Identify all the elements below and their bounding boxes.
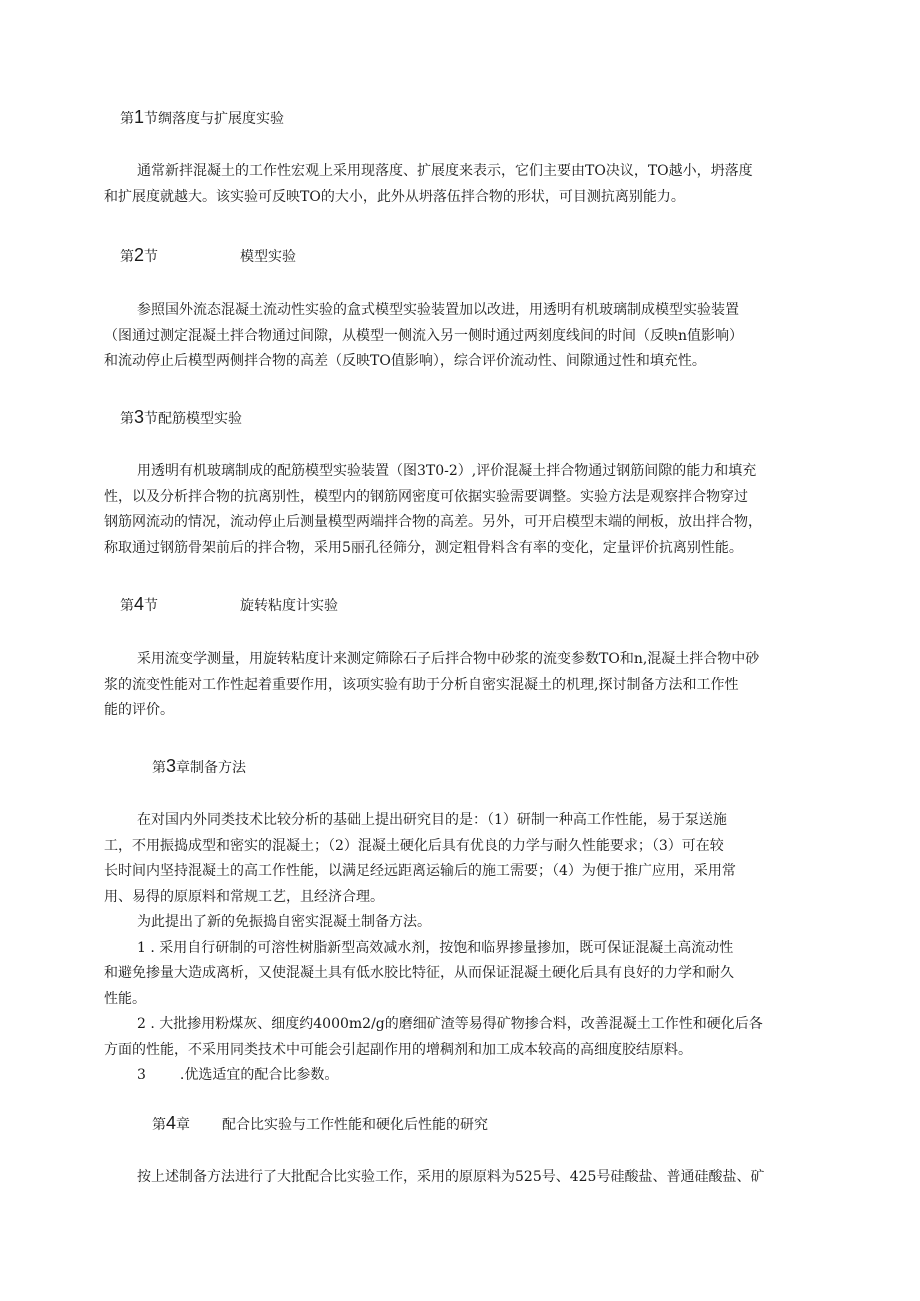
section-2-heading: 第2节 模型实验 [120, 245, 297, 265]
chapter-4-heading: 第4章 配合比实验与工作性能和硬化后性能的研究 [152, 1113, 489, 1133]
section-3-paragraph: 用透明有机玻璃制成的配筋模型实验装置（图3T0-2）,评价混凝土拌合物通过钢筋间隙的能力和填充 性，以及分析拌合物的抗离别性，模型内的钢筋网密度可依据实验需要调整。实验方法是观察拌合物穿过 钢筋网流动的情况，流动停止后测量模型两端拌合物的高差。另外，可开启模型末端的闸板，放出拌合物， 称取通过钢筋骨架前后的拌合物，采用5丽孔径筛分，测定粗骨料含有率的变化，定量评价抗离别性能。 [104, 463, 762, 556]
section-1-heading: 第1节绸落度与扩展度实验 [120, 107, 285, 127]
method-item-2: 2 . 大批掺用粉煤灰、细度约4000m2/g的磨细矿渣等易得矿物掺合料，改善混凝土工作性和硬化后各 [137, 1016, 763, 1032]
chapter-3-heading: 第3章制备方法 [152, 756, 247, 776]
section-2-paragraph: 参照国外流态混凝土流动性实验的盒式模型实验装置加以改进，用透明有机玻璃制成模型实验装置 （图通过测定混凝土拌合物通过间隙，从模型一侧流入另一侧时通过两刻度线间的时间（反映n值影响） 和流动停止后模型两侧拌合物的高差（反映TO值影响），综合评价流动性、间隙通过性和填充性。 [104, 302, 744, 369]
chapter-3-intro: 在对国内外同类技术比较分析的基础上提出研究目的是：（1）研制一种高工作性能，易于泵送施 工，不用振捣成型和密实的混凝土；（2）混凝土硬化后具有优良的力学与耐久性能要求；（3）可在较 长时间内坚持混凝土的高工作性能，以满足经远距离运输后的施工需要；（4）为便于推广应用，采用常 用、易得的原原料和常规工艺，且经济合理。 为此提出了新的免振捣自密实混凝土制备方法。 1 . 采用自行研制的可溶性树脂新型高效减水剂，按饱和临界掺量掺加，既可保证混凝土高流动性 和避免掺量大造成离析，又使混凝土具有低水胶比特征，从而保证混凝土硬化后具有良好的力学和耐久 性能。 2 . 大批掺用粉煤灰、细度约4000m2/g的磨细矿渣等易得矿物掺合料，改善混凝土工作性和硬化后各 方面的性能，不采用同类技术中可能会引起副作用的增稠剂和加工成本较高的高细度胶结原料。 3 .优选适宜的配合比参数。 [104, 808, 810, 1089]
chapter-4-paragraph: 按上述制备方法进行了大批配合比实验工作，采用的原原料为525号、425号硅酸盐、普通硅酸盐、矿 [137, 1169, 765, 1185]
method-item-1: 1 . 采用自行研制的可溶性树脂新型高效减水剂，按饱和临界掺量掺加，既可保证混凝土高流动性 [137, 939, 734, 956]
section-3-heading: 第3节配筋模型实验 [120, 407, 243, 427]
section-1-paragraph: 通常新拌混凝土的工作性宏观上采用现落度、扩展度来表示，它们主要由TO决议，TO越小，坍落度 和扩展度就越大。该实验可反映TO的大小，此外从坍落伍拌合物的形状，可目测抗离别能力。 [104, 163, 753, 205]
section-4-heading: 第4节 旋转粘度计实验 [120, 594, 339, 614]
method-item-3: 3 .优选适宜的配合比参数。 [137, 1067, 339, 1083]
section-4-paragraph: 采用流变学测量，用旋转粘度计来测定筛除石子后拌合物中砂浆的流变参数TO和n,混凝土拌合物中砂 浆的流变性能对工作性起着重要作用，该项实验有助于分析自密实混凝土的机理,探讨制备方法和工作性 能的评价。 [104, 651, 760, 718]
chapter-3-lead: 为此提出了新的免振捣自密实混凝土制备方法。 [137, 914, 431, 930]
